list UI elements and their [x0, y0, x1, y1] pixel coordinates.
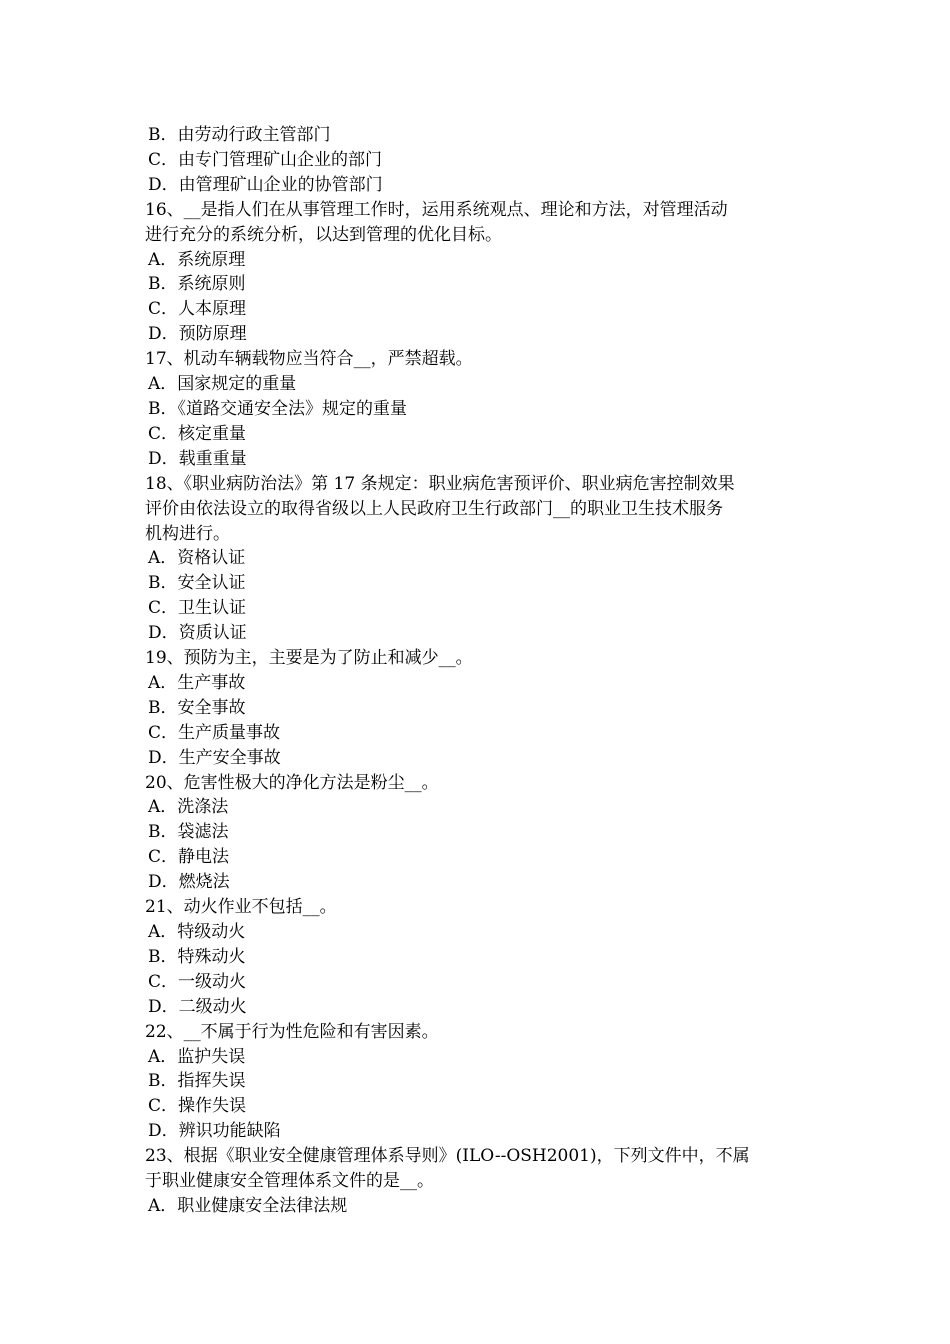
answer-option: C．一级动火 [148, 971, 247, 992]
answer-option: C．由专门管理矿山企业的部门 [148, 149, 383, 170]
answer-option: B．安全事故 [148, 697, 246, 718]
answer-option: D．载重重量 [148, 448, 247, 469]
answer-option: B．袋滤法 [148, 822, 229, 843]
answer-option: A．国家规定的重量 [148, 374, 297, 395]
answer-option: A．资格认证 [148, 548, 246, 569]
answer-option: D．生产安全事故 [148, 747, 281, 768]
answer-option: A．特级动火 [148, 922, 246, 942]
question-text: 22、__不属于行为性危险和有害因素。 [145, 1021, 439, 1042]
answer-option: C．卫生认证 [148, 598, 247, 619]
answer-option: A．生产事故 [148, 672, 246, 693]
answer-option: C．静电法 [148, 847, 230, 868]
question-text: 18、《职业病防治法》第 17 条规定：职业病危害预评价、职业病危害控制效果 [145, 473, 735, 494]
answer-option: A．系统原理 [148, 249, 246, 270]
answer-option: D．由管理矿山企业的协管部门 [148, 174, 383, 195]
answer-option: D．资质认证 [148, 623, 247, 644]
answer-option: A．职业健康安全法律法规 [148, 1195, 348, 1216]
answer-option: D．二级动火 [148, 996, 247, 1017]
answer-option: D．预防原理 [148, 324, 247, 345]
answer-option: C．核定重量 [148, 423, 247, 444]
question-text: 评价由依法设立的取得省级以上人民政府卫生行政部门__的职业卫生技术服务 [145, 498, 723, 519]
answer-option: C．人本原理 [148, 299, 247, 320]
question-text: 19、预防为主，主要是为了防止和减少__。 [145, 648, 473, 669]
question-text: 进行充分的系统分析，以达到管理的优化目标。 [145, 224, 502, 245]
answer-option: B．《道路交通安全法》规定的重量 [148, 398, 407, 419]
question-text: 16、__是指人们在从事管理工作时，运用系统观点、理论和方法，对管理活动 [145, 199, 728, 220]
answer-option: B．系统原则 [148, 274, 246, 295]
answer-option: B．特殊动火 [148, 946, 246, 967]
answer-option: A．监护失误 [148, 1046, 246, 1067]
answer-option: B．指挥失误 [148, 1071, 246, 1092]
question-text: 20、危害性极大的净化方法是粉尘__。 [145, 772, 439, 793]
answer-option: D．辨识功能缺陷 [148, 1121, 281, 1142]
answer-option: A．洗涤法 [148, 797, 229, 818]
question-text: 17、机动车辆载物应当符合__，严禁超载。 [145, 349, 473, 370]
answer-option: B．安全认证 [148, 573, 246, 594]
answer-option: C．生产质量事故 [148, 722, 281, 743]
answer-option: C．操作失误 [148, 1096, 247, 1117]
question-text: 23、根据《职业安全健康管理体系导则》(ILO--OSH2001)，下列文件中，不属 [145, 1146, 750, 1167]
question-text: 于职业健康安全管理体系文件的是__。 [145, 1171, 434, 1192]
answer-option: D．燃烧法 [148, 872, 230, 893]
document-page [145, 123, 810, 1219]
answer-option: B．由劳动行政主管部门 [148, 125, 331, 145]
question-text: 机构进行。 [145, 523, 230, 544]
question-text: 21、动火作业不包括__。 [145, 897, 337, 918]
